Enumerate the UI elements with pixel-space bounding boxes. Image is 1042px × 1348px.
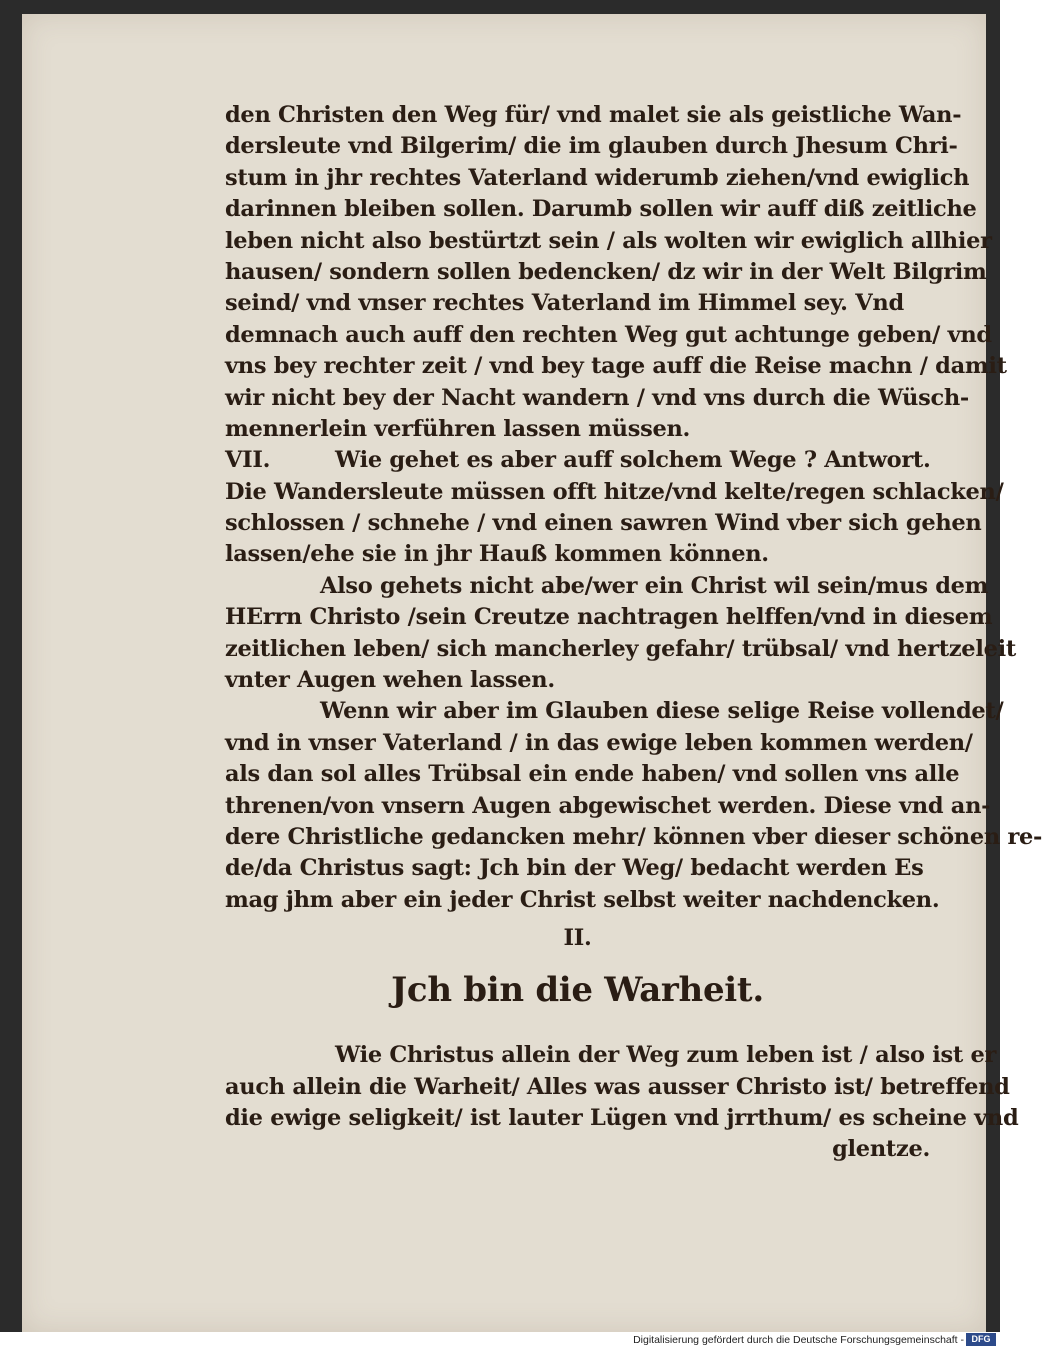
answer-line-3: lassen/ehe sie in jhr Hauß kommen können. [225, 541, 769, 568]
para3-line-6: de/da Christus sagt: Jch bin der Weg/ bedacht werden Es [225, 855, 924, 882]
text-line-5: leben nicht also bestürtzt sein / als wolten wir ewiglich allhier [225, 227, 992, 254]
final-line-3: die ewige seligkeit/ ist lauter Lügen vnd jrrthum/ es scheine vnd [225, 1104, 1019, 1131]
para3-line-1: Wenn wir aber im Glauben diese selige Reise vollendet/ [320, 698, 1004, 725]
text-line-10: wir nicht bey der Nacht wandern / vnd vns durch die Wüsch- [225, 384, 969, 411]
page-text [225, 100, 1042, 1166]
para3-line-5: dere Christliche gedancken mehr/ können vber dieser schönen re- [225, 823, 1042, 850]
para2-line-1: Also gehets nicht abe/wer ein Christ wil sein/mus dem [320, 572, 989, 599]
heading-spacer [225, 1020, 930, 1040]
text-line-4: darinnen bleiben sollen. Darumb sollen wir auff diß zeitliche [225, 196, 977, 223]
text-line-8: demnach auch auff den rechten Weg gut achtunge geben/ vnd [225, 321, 992, 348]
para3-line-7: mag jhm aber ein jeder Christ selbst weiter nachdencken. [225, 886, 940, 913]
para2-line-2: HErrn Christo /sein Creutze nachtragen helffen/vnd in diesem [225, 604, 993, 631]
digitization-footer [0, 1332, 1000, 1348]
text-line-1: den Christen den Weg für/ vnd malet sie als geistliche Wan- [225, 102, 962, 128]
answer-line-2: schlossen / schnehe / vnd einen sawren Wind vber sich gehen [225, 510, 982, 537]
para3-line-4: threnen/von vnsern Augen abgewischet werden. Diese vnd an- [225, 792, 991, 819]
text-line-7: seind/ vnd vnser rechtes Vaterland im Himmel sey. Vnd [225, 290, 904, 317]
dfg-logo-icon: DFG [966, 1333, 996, 1346]
final-line-2: auch allein die Warheit/ Alles was ausser Christo ist/ betreffend [225, 1073, 1010, 1100]
para3-line-2: vnd in vnser Vaterland / in das ewige leben kommen werden/ [225, 729, 973, 756]
section-vii-line [225, 445, 930, 476]
funding-notice: Digitalisierung gefördert durch die Deutsche Forschungsgemeinschaft - [633, 1334, 964, 1346]
text-line-2: dersleute vnd Bilgerim/ die im glauben durch Jhesum Chri- [225, 133, 958, 160]
text-line-9: vns bey rechter zeit / vnd bey tage auff die Reise machn / damit [225, 353, 1007, 380]
section-ii-number: II. [563, 925, 592, 952]
answer-line-1: Die Wandersleute müssen offt hitze/vnd kelte/regen schlacken/ [225, 478, 1004, 505]
text-line-6: hausen/ sondern sollen bedencken/ dz wir in der Welt Bilgrim [225, 258, 987, 285]
section-vii-question: Wie gehet es aber auff solchem Wege ? Antwort. [335, 447, 931, 474]
para2-line-4: vnter Augen wehen lassen. [225, 667, 555, 694]
text-line-3: stum in jhr rechtes Vaterland widerumb ziehen/vnd ewiglich [225, 164, 970, 191]
catchword: glentze. [832, 1136, 930, 1163]
section-heading: Jch bin die Warheit. [391, 970, 764, 1011]
section-vii-number: VII. [225, 447, 271, 474]
para3-line-3: als dan sol alles Trübsal ein ende haben/ vnd sollen vns alle [225, 761, 960, 788]
para2-line-3: zeitlichen leben/ sich mancherley gefahr/ trübsal/ vnd hertzeleit [225, 635, 1016, 662]
text-line-11: mennerlein verführen lassen müssen. [225, 415, 691, 442]
final-line-1: Wie Christus allein der Weg zum leben ist / also ist er [335, 1042, 997, 1069]
